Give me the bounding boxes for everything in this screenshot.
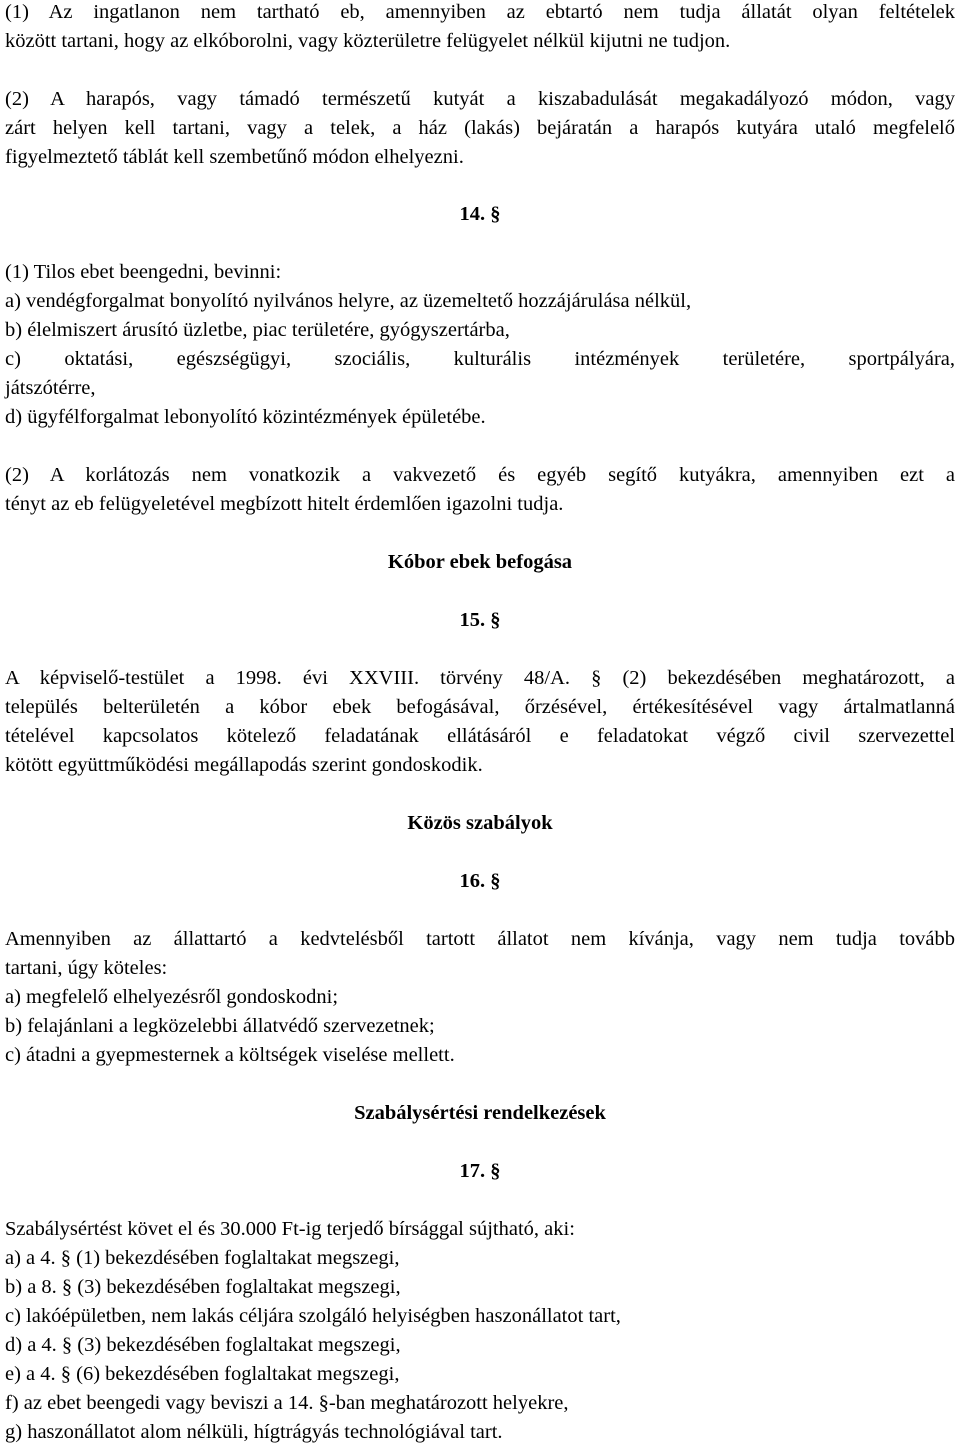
text-line: c) átadni a gyepmesternek a költségek viselése mellett.: [5, 1044, 455, 1066]
text-line: (2) A korlátozás nem vonatkozik a vakvezető és egyéb segítő kutyákra, amennyiben ezt a: [5, 464, 955, 486]
text-line: c) lakóépületben, nem lakás céljára szolgáló helyiségben haszonállatot tart,: [5, 1305, 621, 1327]
text-line: (1) Tilos ebet beengedni, bevinni:: [5, 261, 282, 283]
text-line: játszótérre,: [5, 377, 96, 399]
section-number: 14. §: [459, 203, 501, 225]
text-line: között tartani, hogy az elkóborolni, vagy közterületre felügyelet nélkül kijutni ne tudjon.: [5, 30, 731, 52]
section-heading: Közös szabályok: [407, 812, 553, 834]
text-line: a) a 4. § (1) bekezdésében foglaltakat megszegi,: [5, 1247, 400, 1269]
text-line: b) felajánlani a legközelebbi állatvédő szervezetnek;: [5, 1015, 435, 1037]
text-line: b) élelmiszert árusító üzletbe, piac területére, gyógyszertárba,: [5, 319, 510, 341]
section-heading: Szabálysértési rendelkezések: [354, 1102, 606, 1124]
text-line: Amennyiben az állattartó a kedvtelésből tartott állatot nem kívánja, vagy nem tudja tovább: [5, 928, 955, 950]
text-line: A képviselő-testület a 1998. évi XXVIII. törvény 48/A. § (2) bekezdésében meghatározott, a: [5, 667, 955, 689]
section-number: 16. §: [459, 870, 501, 892]
text-line: a) vendégforgalmat bonyolító nyilvános helyre, az üzemeltető hozzájárulása nélkül,: [5, 290, 692, 312]
text-line: tételével kapcsolatos kötelező feladatának ellátásáról e feladatokat végző civil szervezettel: [5, 725, 955, 747]
section-heading: Kóbor ebek befogása: [387, 551, 573, 573]
text-line: b) a 8. § (3) bekezdésében foglaltakat megszegi,: [5, 1276, 401, 1298]
text-line: Szabálysértést követ el és 30.000 Ft-ig terjedő bírsággal sújtható, aki:: [5, 1218, 575, 1240]
text-line: zárt helyen kell tartani, vagy a telek, a ház (lakás) bejáratán a harapós kutyára utaló megfelelő: [5, 117, 955, 139]
text-line: tartani, úgy köteles:: [5, 957, 168, 979]
section-number: 15. §: [459, 609, 501, 631]
text-line: c) oktatási, egészségügyi, szociális, kulturális intézmények területére, sportpályára,: [5, 348, 955, 370]
text-line: a) megfelelő elhelyezésről gondoskodni;: [5, 986, 339, 1008]
text-line: település belterületén a kóbor ebek befogásával, őrzésével, értékesítésével vagy ártalmatlanná: [5, 696, 955, 718]
text-line: tényt az eb felügyeletével megbízott hitelt érdemlően igazolni tudja.: [5, 493, 564, 515]
section-number: 17. §: [459, 1160, 501, 1182]
text-line: d) ügyfélforgalmat lebonyolító közintézmények épületébe.: [5, 406, 486, 428]
text-line: (1) Az ingatlanon nem tartható eb, amennyiben az ebtartó nem tudja állatát olyan feltételek: [5, 1, 955, 23]
text-line: g) haszonállatot alom nélküli, hígtrágyás technológiával tart.: [5, 1421, 503, 1443]
text-line: d) a 4. § (3) bekezdésében foglaltakat megszegi,: [5, 1334, 401, 1356]
text-line: figyelmeztető táblát kell szembetűnő módon elhelyezni.: [5, 146, 464, 168]
text-line: f) az ebet beengedi vagy beviszi a 14. §-ban meghatározott helyekre,: [5, 1392, 569, 1414]
text-line: e) a 4. § (6) bekezdésében foglaltakat megszegi,: [5, 1363, 400, 1385]
text-line: kötött együttműködési megállapodás szerint gondoskodik.: [5, 754, 483, 776]
text-line: (2) A harapós, vagy támadó természetű kutyát a kiszabadulását megakadályozó módon, vagy: [5, 88, 955, 110]
